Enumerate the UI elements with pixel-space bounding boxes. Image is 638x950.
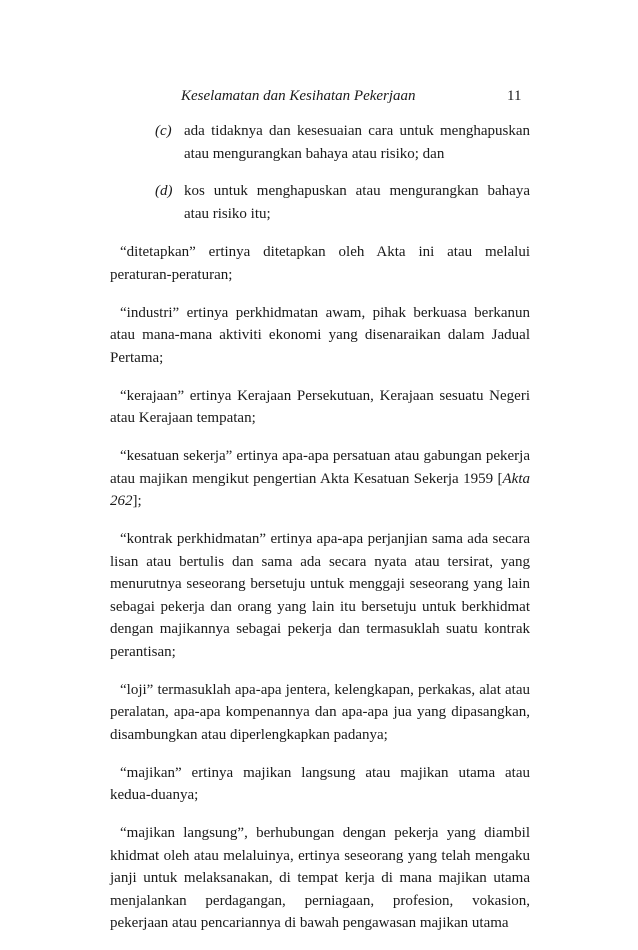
page-body <box>110 120 530 950</box>
running-header <box>0 88 638 108</box>
definition-ditetapkan: “ditetapkan” ertinya ditetapkan oleh Akta ini atau melalui peraturan-peraturan; <box>110 244 530 283</box>
definition-kontrak-perkhidmatan: “kontrak perkhidmatan” ertinya apa-apa perjanjian sama ada secara lisan atau bertulis dan sama ada secara nyata atau tersirat, yang menurutnya seseorang bersetuju untuk menggaji seseorang yang lain sebagai pekerja dan orang yang lain itu bersetuju untuk berkhidmat dengan majikannya sebagai pekerja dan termasuklah suatu kontrak perantisan; <box>110 531 530 660</box>
definition-industri: “industri” ertinya perkhidmatan awam, pihak berkuasa berkanun atau mana-mana aktiviti ekonomi yang disenaraikan dalam Jadual Pertama; <box>110 304 530 366</box>
list-item-c <box>110 120 530 165</box>
act-reference: Akta 262 <box>110 470 530 509</box>
definition-majikan-langsung: “majikan langsung”, berhubungan dengan pekerja yang diambil khidmat oleh atau melaluinya, ertinya seseorang yang telah mengaku janji untuk melaksanakan, di tempat kerja di mana majikan utama menjalankan perdagangan, perniagaan, profesion, vokasion, pekerjaan atau pencariannya di bawah pengawasan majikan utama <box>110 825 530 931</box>
list-item-label: (c) <box>155 123 172 139</box>
definition-loji: “loji” termasuklah apa-apa jentera, kelengkapan, perkakas, alat atau peralatan, apa-apa kompenannya dan apa-apa jua yang dipasangkan, disambungkan atau diperlengkapkan padanya; <box>110 681 530 743</box>
definition-kerajaan: “kerajaan” ertinya Kerajaan Persekutuan, Kerajaan sesuatu Negeri atau Kerajaan tempatan; <box>110 387 530 426</box>
list-item-text: kos untuk menghapuskan atau mengurangkan bahaya atau risiko itu; <box>184 183 530 222</box>
definition-kesatuan-sekerja: “kesatuan sekerja” ertinya apa-apa persatuan atau gabungan pekerja atau majikan mengikut pengertian Akta Kesatuan Sekerja 1959 [Akta 262]; <box>110 448 530 509</box>
list-item-d <box>110 180 530 225</box>
page-number: 11 <box>507 88 522 104</box>
list-item-label: (d) <box>155 183 173 199</box>
definition-majikan: “majikan” ertinya majikan langsung atau majikan utama atau kedua-duanya; <box>110 764 530 803</box>
running-title: Keselamatan dan Kesihatan Pekerjaan <box>181 88 416 104</box>
list-item-text: ada tidaknya dan kesesuaian cara untuk menghapuskan atau mengurangkan bahaya atau risiko; dan <box>184 123 530 162</box>
